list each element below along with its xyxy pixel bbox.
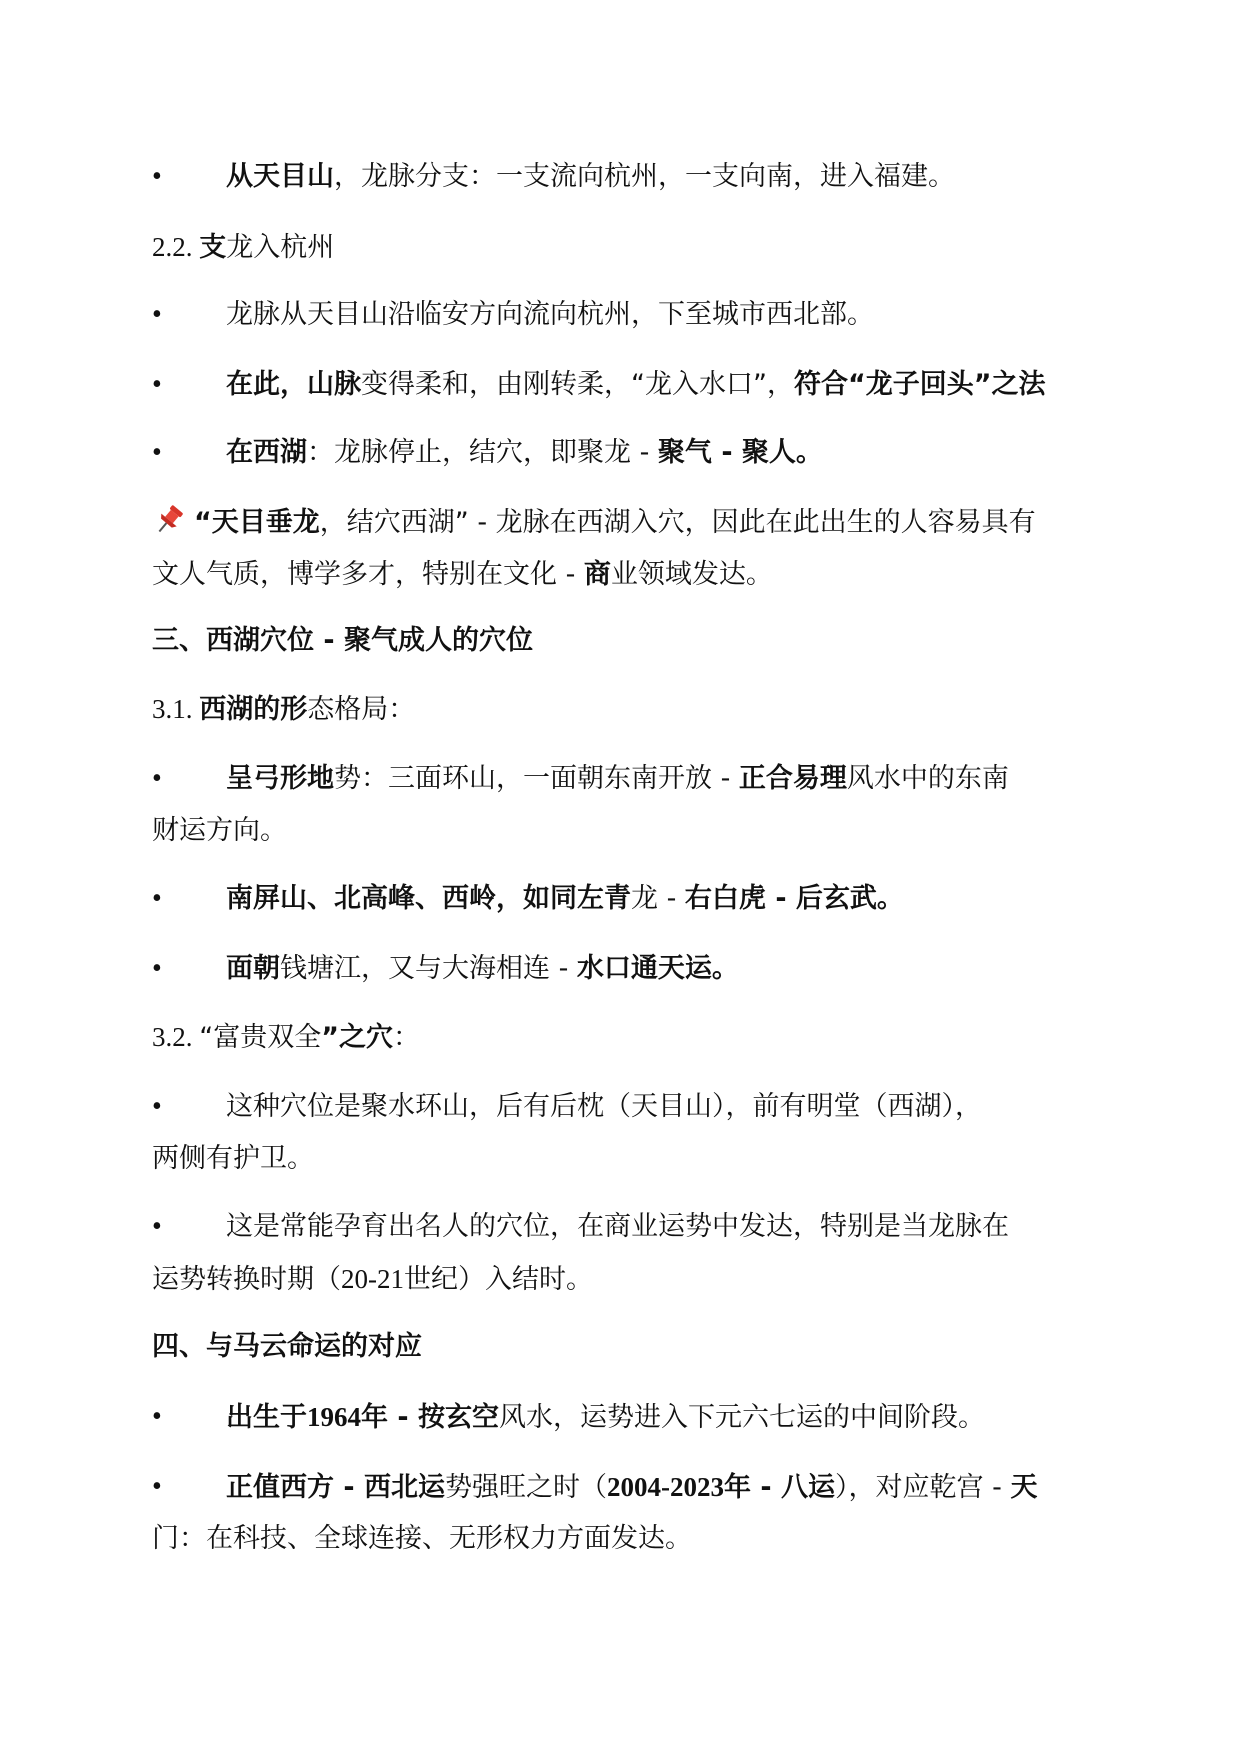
bullet-item-1: [226, 150, 955, 204]
bold-text: 正值西方 - 西北运: [226, 1472, 446, 1503]
bold-text: 从天目山: [226, 161, 334, 192]
section-heading-3: 三、西湖穴位 - 聚气成人的穴位: [152, 625, 534, 656]
text: 变得柔和，由刚转柔，“龙入水口”，: [361, 369, 794, 400]
bullet-item-4: [226, 426, 823, 480]
bold-text: 符合“龙子回头”之法: [793, 369, 1046, 400]
bold-text: 在西湖: [226, 437, 307, 468]
number-text: 1964: [307, 1402, 361, 1432]
bold-text: 年 - 八运: [724, 1472, 836, 1503]
bold-text: 面朝: [226, 953, 280, 984]
bold-text: 出生于: [226, 1402, 307, 1433]
bullet-item-6: [226, 872, 904, 926]
bold-text: “天目垂龙: [194, 507, 320, 538]
bold-text: 聚气 - 聚人。: [657, 437, 823, 468]
section-heading-4: 四、与马云命运的对应: [152, 1331, 422, 1362]
text: 风水，运势进入下元六七运的中间阶段。: [499, 1402, 986, 1433]
bold-text: 正合易理: [738, 763, 847, 794]
text: 世纪）入结时。: [404, 1264, 593, 1295]
bullet-item-10: [226, 1390, 985, 1445]
subheading-3-2: [152, 1010, 1102, 1065]
number-text: 20-21: [341, 1264, 404, 1294]
text: 业领域发达。: [610, 559, 773, 590]
text: 运势转换时期（: [152, 1264, 341, 1295]
subheading-2-2: [152, 220, 1102, 275]
bold-text: 西湖的形: [199, 694, 308, 725]
text: 钱塘江，又与大海相连 -: [280, 953, 577, 984]
bold-text: 年 - 按玄空: [361, 1402, 500, 1433]
bold-text: 右白虎 - 后玄武。: [684, 883, 904, 914]
bold-text: 水口通天运。: [576, 953, 739, 984]
note-paragraph: [152, 496, 1102, 550]
bold-text: 呈弓形地: [226, 763, 334, 794]
subheading-3-1: [152, 682, 1102, 737]
bullet-marker: •: [152, 763, 162, 794]
text: “富贵双全: [199, 1022, 322, 1053]
text: 龙入杭州: [226, 232, 335, 263]
bullet-item-5-line-2: 财运方向。: [152, 815, 287, 846]
text: 势强旺之时（: [445, 1472, 608, 1503]
bullet-marker: •: [152, 1091, 162, 1122]
bullet-item-5: [226, 752, 1009, 806]
bold-text: 在此，: [226, 369, 307, 400]
text: 态格局：: [307, 694, 416, 725]
bullet-item-3: [226, 358, 1045, 412]
pushpin-icon: [152, 503, 186, 537]
bullet-item-8: 这种穴位是聚水环山，后有后枕（天目山），前有明堂（西湖），: [226, 1091, 982, 1122]
bold-text: 支: [199, 232, 227, 263]
bullet-marker: •: [152, 1211, 162, 1242]
bullet-marker: •: [152, 161, 162, 192]
text: ，龙脉分支：一支流向杭州，一支向南，进入福建。: [334, 161, 955, 192]
bullet-marker: •: [152, 299, 162, 330]
bullet-item-11: [226, 1460, 1037, 1515]
bullet-item-11-line-2: 门：在科技、全球连接、无形权力方面发达。: [152, 1523, 692, 1554]
text: ：: [393, 1022, 420, 1053]
bullet-item-9: 这是常能孕育出名人的穴位，在商业运势中发达，特别是当龙脉在: [226, 1211, 1009, 1242]
bullet-marker: •: [152, 437, 162, 468]
number-text: 2004-2023: [607, 1472, 725, 1502]
bold-text: 商: [583, 559, 611, 590]
bold-text: 山脉: [307, 369, 361, 400]
text: ，结穴西湖” - 龙脉在西湖入穴，因此在此出生的人容易具有: [319, 507, 1036, 538]
text: ），对应乾宫 -: [835, 1472, 1011, 1503]
text: 风水中的东南: [846, 763, 1009, 794]
bullet-marker: •: [152, 369, 162, 400]
bullet-item-9-line-2: [152, 1252, 593, 1307]
section-number: 2.2.: [152, 232, 193, 262]
bullet-marker: •: [152, 953, 162, 984]
bullet-item-8-line-2: 两侧有护卫。: [152, 1143, 314, 1174]
section-number: 3.2.: [152, 1022, 193, 1052]
bullet-item-2: 龙脉从天目山沿临安方向流向杭州，下至城市西北部。: [226, 299, 874, 330]
text: ：龙脉停止，结穴，即聚龙 -: [307, 437, 658, 468]
bold-text: 南屏山、北高峰、西岭，如同左青: [226, 883, 631, 914]
text: 文人气质，博学多才，特别在文化 -: [152, 559, 584, 590]
note-paragraph-line-2: [152, 548, 773, 602]
bullet-marker: •: [152, 883, 162, 914]
text: 龙 -: [631, 883, 685, 914]
bullet-marker: •: [152, 1401, 162, 1432]
bold-text: ”之穴: [321, 1022, 393, 1053]
text: 势：三面环山，一面朝东南开放 -: [334, 763, 739, 794]
bullet-marker: •: [152, 1471, 162, 1502]
bullet-item-7: [226, 942, 739, 996]
section-number: 3.1.: [152, 694, 193, 724]
bold-text: 天: [1010, 1472, 1038, 1503]
